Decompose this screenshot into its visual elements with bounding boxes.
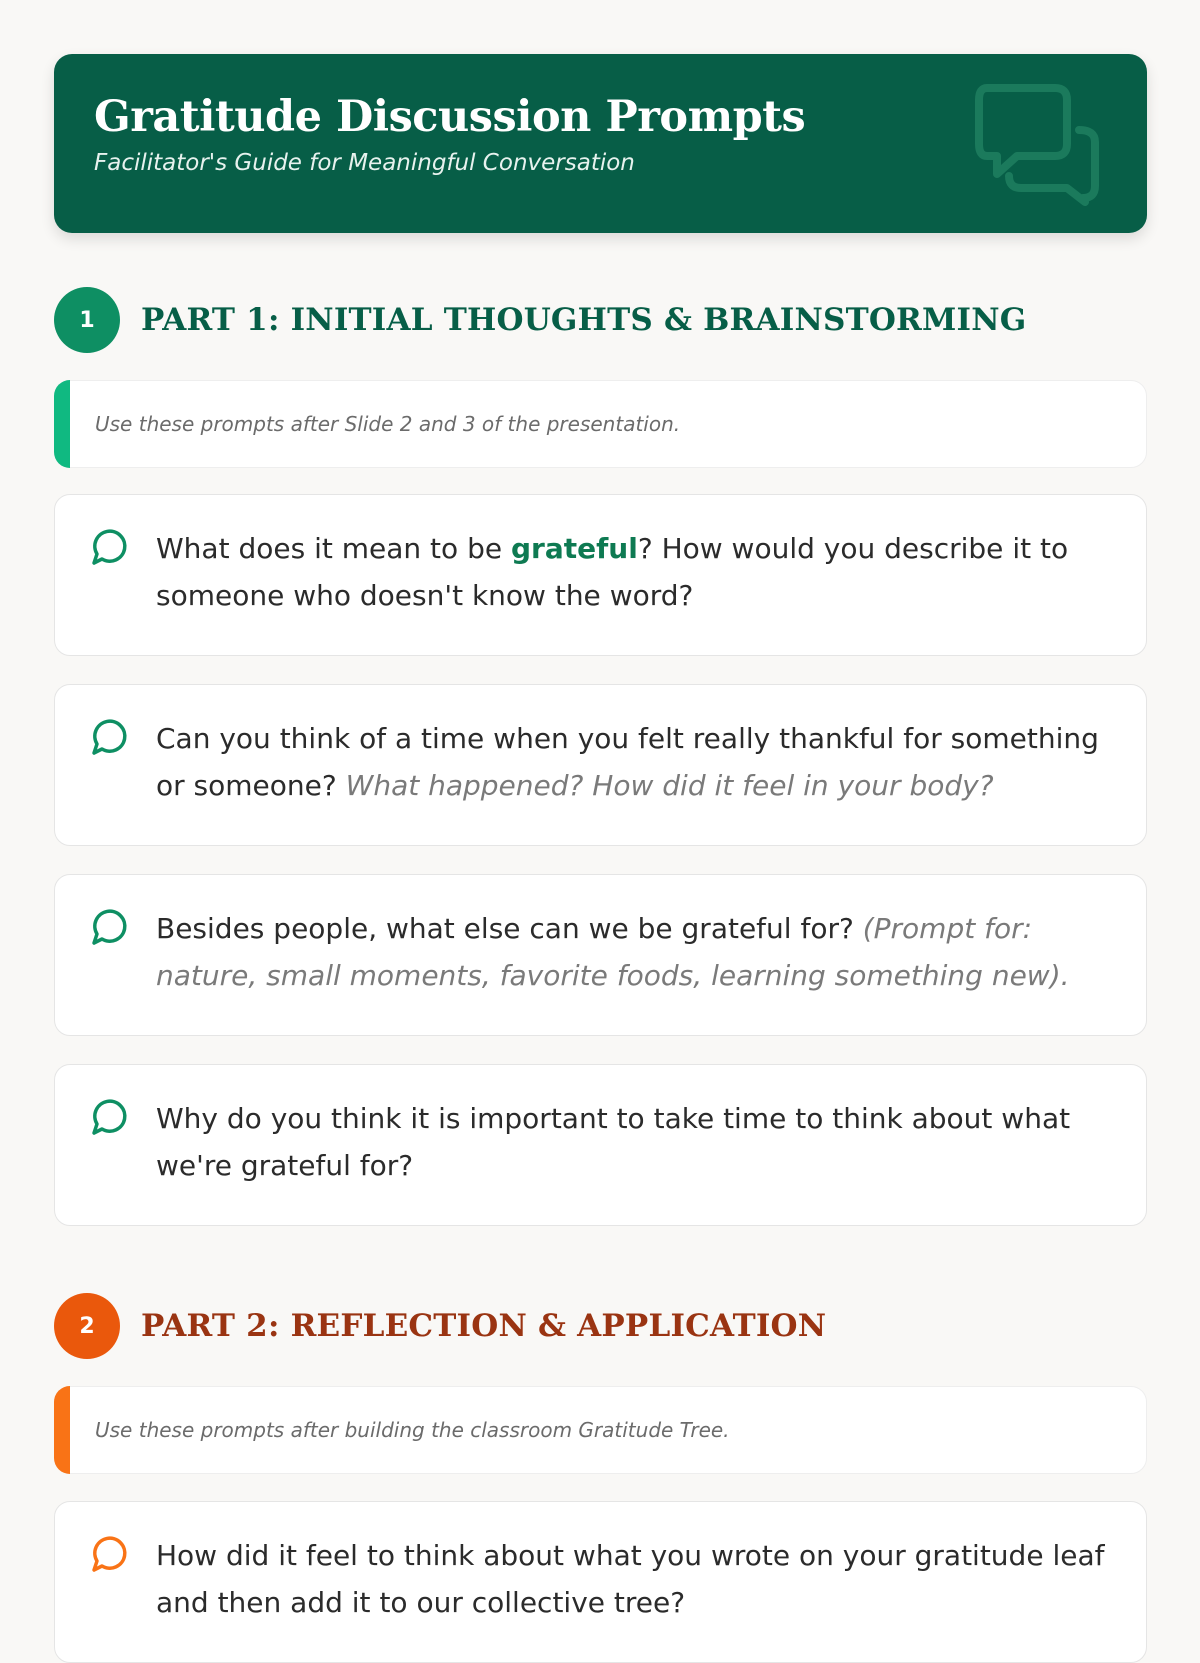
prompt-text: Why do you think it is important to take time to think about what we're grateful for? — [156, 1102, 1071, 1182]
prompt-text: What does it mean to be grateful? How would you describe it to someone who doesn't know the word? — [156, 532, 1069, 612]
prompt-aside: What happened? How did it feel in your body? — [345, 769, 994, 802]
section-heading-part-1 — [54, 287, 1026, 353]
section-note — [54, 1386, 1147, 1474]
section-note — [54, 380, 1147, 468]
section-note-text: Use these prompts after building the classroom Gratitude Tree. — [95, 1418, 730, 1442]
prompt-text: How did it feel to think about what you wrote on your gratitude leaf and then add it to our collective tree? — [156, 1539, 1105, 1619]
prompt-card — [54, 874, 1147, 1036]
section-heading-part-2 — [54, 1293, 826, 1359]
page-title: Gratitude Discussion Prompts — [94, 92, 806, 142]
prompt-text: Besides people, what else can we be grateful for? (Prompt for: nature, small moments, favorite foods, learning something new). — [156, 912, 1070, 992]
section-note-text: Use these prompts after Slide 2 and 3 of the presentation. — [95, 412, 681, 436]
page-header — [54, 54, 1147, 233]
prompt-card — [54, 494, 1147, 656]
accent-bar — [54, 1386, 70, 1474]
prompt-aside: (Prompt for: nature, small moments, favorite foods, learning something new). — [156, 912, 1070, 992]
section-title: PART 2: REFLECTION & APPLICATION — [141, 1308, 827, 1344]
page-subtitle: Facilitator's Guide for Meaningful Conversation — [94, 149, 635, 176]
section-title: PART 1: INITIAL THOUGHTS & BRAINSTORMING — [141, 302, 1027, 338]
section-number-badge: 2 — [54, 1293, 120, 1359]
speech-bubble-icon — [89, 719, 127, 757]
prompt-card — [54, 684, 1147, 846]
speech-bubble-icon — [89, 909, 127, 947]
highlight-word: grateful — [510, 532, 638, 565]
chat-bubbles-icon — [975, 82, 1103, 206]
section-number-badge: 1 — [54, 287, 120, 353]
prompt-card — [54, 1064, 1147, 1226]
prompt-card — [54, 1501, 1147, 1663]
prompt-text: Can you think of a time when you felt really thankful for something or someone? What happened? How did it feel in your body? — [156, 722, 1099, 802]
accent-bar — [54, 380, 70, 468]
speech-bubble-icon — [89, 1099, 127, 1137]
speech-bubble-icon — [89, 1536, 127, 1574]
speech-bubble-icon — [89, 529, 127, 567]
